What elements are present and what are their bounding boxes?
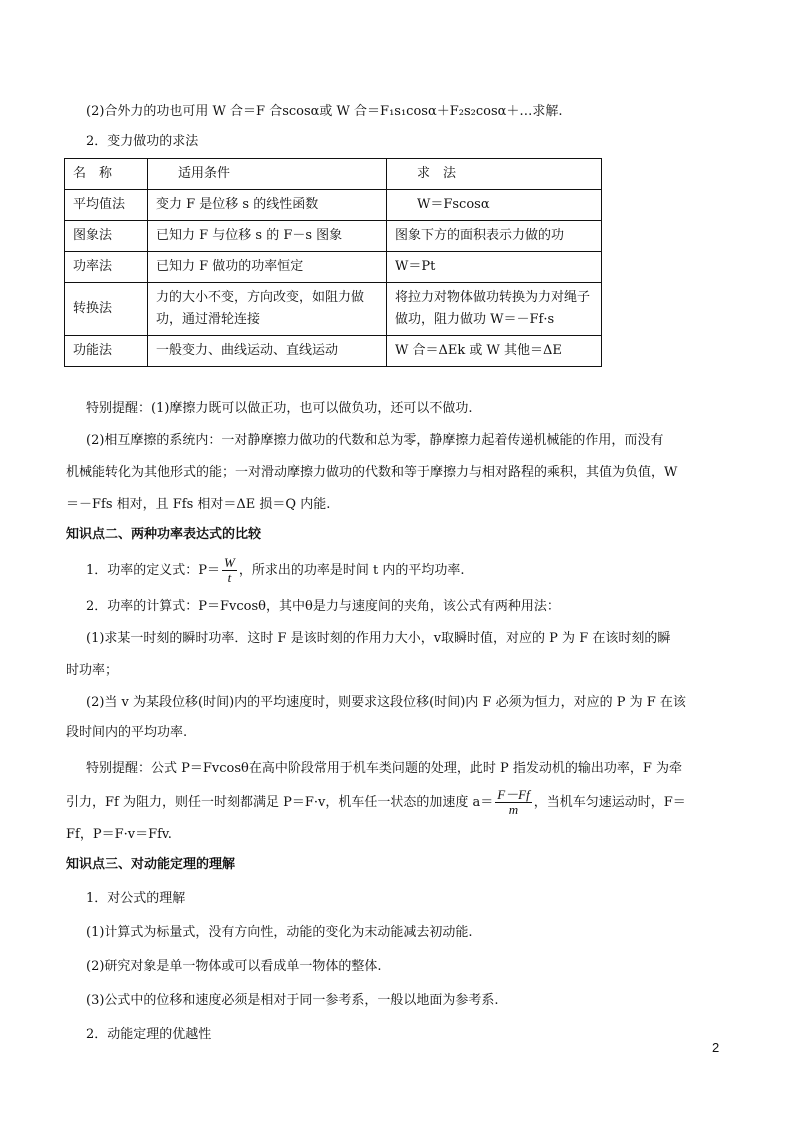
table-cell: 变力 F 是位移 s 的线性函数 [148, 190, 387, 221]
table-row [65, 190, 602, 221]
variable-force-work-table [64, 158, 602, 367]
table-cell: 图象下方的面积表示力做的功 [387, 221, 602, 252]
text-line: Ff，P＝F·v＝Ffv. [66, 827, 172, 842]
text-fragment: ，当机车匀速运动时，F＝ [533, 795, 686, 810]
page-number: 2 [712, 1040, 720, 1055]
text-line: 1．对公式的理解 [86, 891, 186, 906]
text-line: 特别提醒：公式 P＝Fvcosθ在高中阶段常用于机车类问题的处理，此时 P 指发动机的输出功率，F 为牵 [86, 761, 683, 776]
fraction-denominator: m [508, 802, 519, 817]
text-line: (2)合外力的功也可用 W 合＝F 合scosα或 W 合＝F₁s₁cosα＋F₂s₂cosα＋…求解. [86, 104, 563, 119]
text-line: (2)相互摩擦的系统内：一对静摩擦力做功的代数和总为零，静摩擦力起着传递机械能的作用，而没有 [86, 433, 664, 448]
text-line: 段时间内的平均功率. [66, 725, 188, 740]
table-cell: 一般变力、曲线运动、直线运动 [148, 336, 387, 367]
text-line: ＝－Ffs 相对，且 Ffs 相对＝ΔE 损＝Q 内能. [66, 497, 331, 512]
text-line: (3)公式中的位移和速度必须是相对于同一参考系，一般以地面为参考系. [86, 993, 499, 1008]
table-row [65, 336, 602, 367]
table-header-row [65, 159, 602, 190]
fraction-numerator: F－Ff [497, 787, 530, 802]
table-cell: 图象法 [65, 221, 148, 252]
table-header-cell: 名 称 [65, 159, 148, 190]
fraction-numerator: W [224, 555, 235, 570]
table-row [65, 283, 602, 336]
text-line: (2)当 v 为某段位移(时间)内的平均速度时，则要求这段位移(时间)内 F 必须为恒力，对应的 P 为 F 在该 [86, 695, 686, 710]
text-line [86, 556, 756, 586]
table-cell: 功率法 [65, 252, 148, 283]
table-cell: 已知力 F 与位移 s 的 F－s 图象 [148, 221, 387, 252]
text-line: 2．动能定理的优越性 [86, 1027, 212, 1042]
text-line: (1)计算式为标量式，没有方向性，动能的变化为末动能减去初动能. [86, 925, 473, 940]
table-header-cell: 适用条件 [148, 159, 387, 190]
table-cell: W＝Pt [387, 252, 602, 283]
table-cell: 已知力 F 做功的功率恒定 [148, 252, 387, 283]
text-fragment: 1．功率的定义式：P＝ [86, 563, 221, 578]
table-row [65, 252, 602, 283]
text-line: 时功率； [66, 663, 119, 678]
text-line: (2)研究对象是单一物体或可以看成单一物体的整体. [86, 959, 382, 974]
table-row [65, 221, 602, 252]
table-cell: W＝Fscosα [387, 190, 602, 221]
section-subheading: 2．变力做功的求法 [86, 134, 199, 149]
section-heading: 知识点三、对动能定理的理解 [66, 857, 236, 872]
fraction [222, 556, 237, 585]
table-cell: W 合＝ΔEk 或 W 其他＝ΔE [387, 336, 602, 367]
section-heading: 知识点二、两种功率表达式的比较 [66, 527, 262, 542]
text-line: 特别提醒：(1)摩擦力既可以做正功，也可以做负功，还可以不做功. [86, 401, 473, 416]
fraction-denominator: t [227, 570, 232, 585]
fraction [495, 788, 532, 817]
table-cell: 将拉力对物体做功转换为力对绳子做功，阻力做功 W＝－Ff·s [387, 283, 602, 336]
text-fragment: ，所求出的功率是时间 t 内的平均功率. [238, 563, 465, 578]
text-line [66, 788, 736, 818]
table-cell: 转换法 [65, 283, 148, 336]
table-header-cell: 求 法 [387, 159, 602, 190]
text-line: (1)求某一时刻的瞬时功率．这时 F 是该时刻的作用力大小，v取瞬时值，对应的 P 为 F 在该时刻的瞬 [86, 631, 671, 646]
text-line: 机械能转化为其他形式的能；一对滑动摩擦力做功的代数和等于摩擦力与相对路程的乘积，其值为负值，W [66, 465, 678, 480]
text-line: 2．功率的计算式：P＝Fvcosθ，其中θ是力与速度间的夹角，该公式有两种用法： [86, 599, 560, 614]
text-fragment: 引力，Ff 为阻力，则任一时刻都满足 P＝F·v，机车任一状态的加速度 a＝ [66, 795, 494, 810]
table-cell: 平均值法 [65, 190, 148, 221]
table-cell: 功能法 [65, 336, 148, 367]
table-cell: 力的大小不变，方向改变，如阻力做功，通过滑轮连接 [148, 283, 387, 336]
